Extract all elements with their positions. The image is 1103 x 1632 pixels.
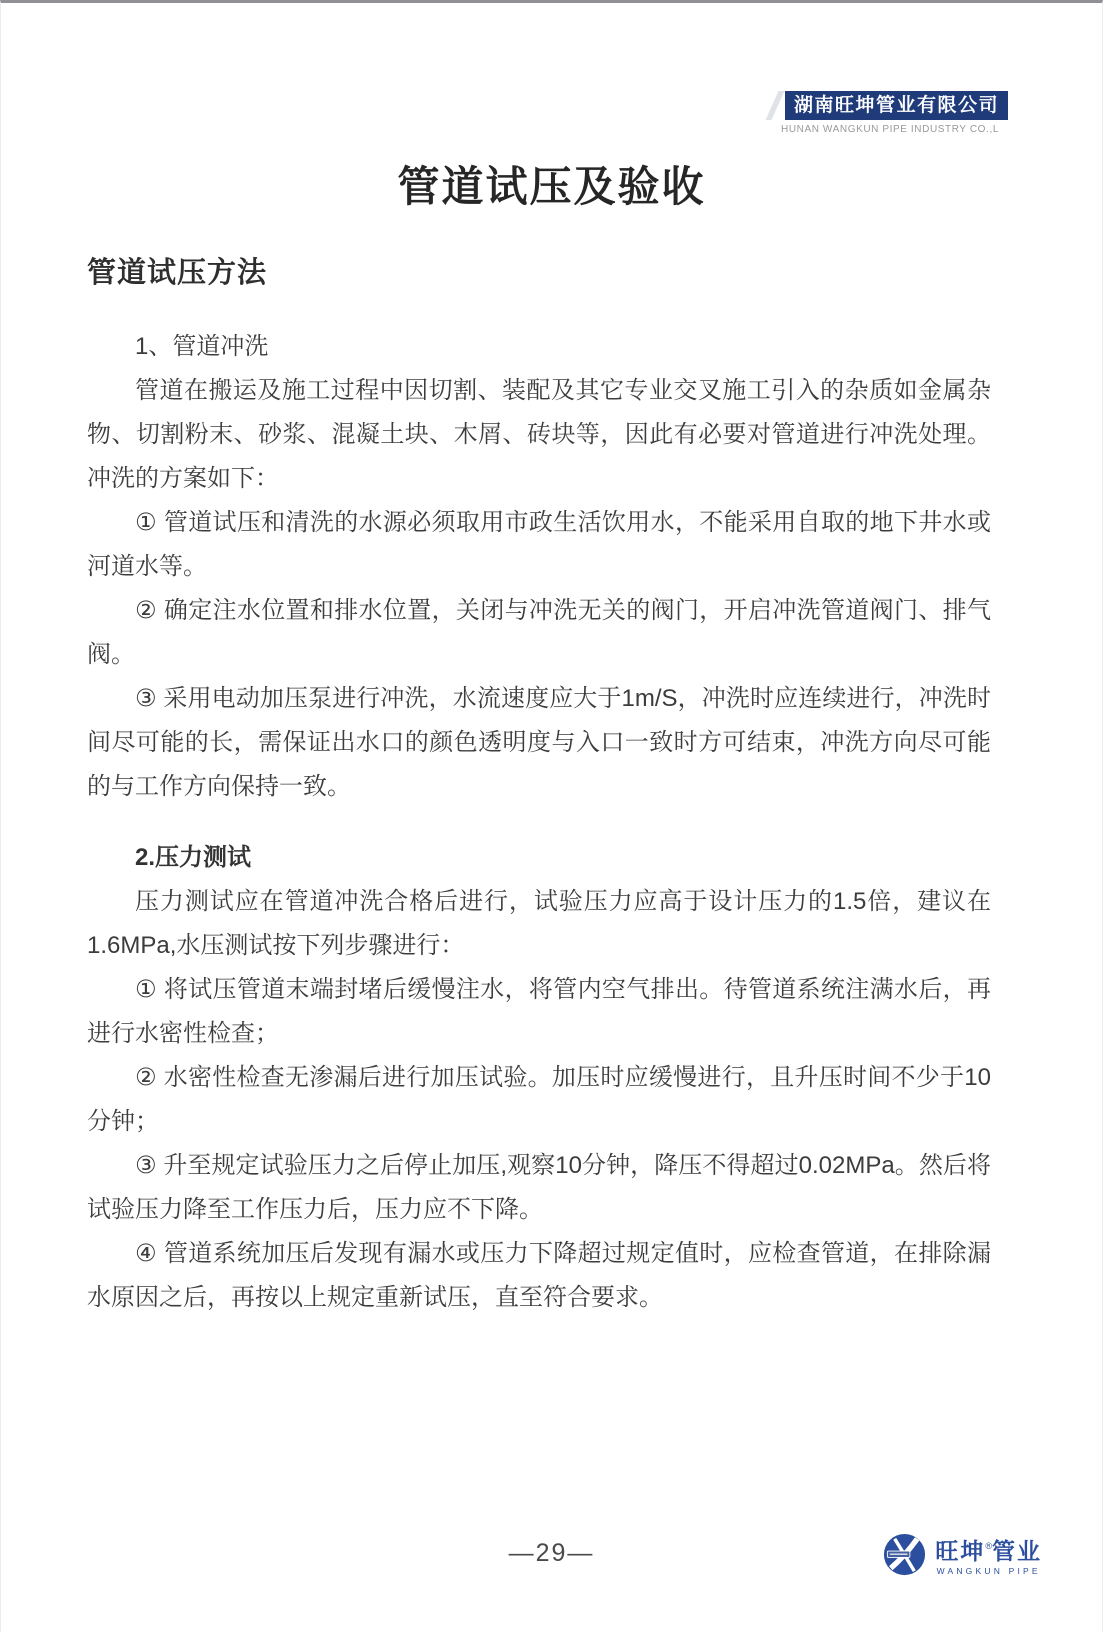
paragraph-flush-step-2: ② 确定注水位置和排水位置，关闭与冲洗无关的阀门，开启冲洗管道阀门、排气阀。 <box>87 597 991 668</box>
logo-name-zh <box>935 1534 1042 1564</box>
paragraph-flush-step-1: ① 管道试压和清洗的水源必须取用市政生活饮用水，不能采用自取的地下井水或河道水等。 <box>87 509 991 580</box>
logo-name-en: WANGKUN PIPE <box>936 1565 1041 1576</box>
paragraph-pressure-intro: 压力测试应在管道冲洗合格后进行，试验压力应高于设计压力的1.5倍，建议在1.6MPa,水压测试按下列步骤进行： <box>87 888 991 959</box>
registered-trademark-icon: ® <box>985 1540 992 1551</box>
company-badge <box>785 91 1008 120</box>
company-name-zh: 湖南旺坤管业有限公司 <box>793 95 999 116</box>
wangkun-logo <box>881 1531 1042 1578</box>
document-body <box>87 325 991 1320</box>
section-heading: 管道试压方法 <box>87 257 268 289</box>
paragraph-flush-intro: 管道在搬运及施工过程中因切割、装配及其它专业交叉施工引入的杂质如金属杂物、切割粉末、砂浆、混凝土块、木屑、砖块等，因此有必要对管道进行冲洗处理。冲洗的方案如下： <box>87 377 991 492</box>
wangkun-logo-emblem <box>881 1531 928 1578</box>
page-title: 管道试压及验收 <box>397 163 706 210</box>
company-name-en: HUNAN WANGKUN PIPE INDUSTRY CO.,L <box>781 124 999 135</box>
page-number: —29— <box>508 1539 595 1567</box>
wangkun-logo-text <box>935 1534 1042 1576</box>
logo-name-zh-right: 管业 <box>992 1537 1042 1564</box>
paragraph-pressure-step-1: ① 将试压管道末端封堵后缓慢注水，将管内空气排出。待管道系统注满水后，再进行水密性检查； <box>87 976 991 1047</box>
paragraph-pressure-step-3: ③ 升至规定试验压力之后停止加压,观察10分钟，降压不得超过0.02MPa。然后将试验压力降至工作压力后，压力应不下降。 <box>87 1152 991 1223</box>
paragraph-pressure-step-4: ④ 管道系统加压后发现有漏水或压力下降超过规定值时，应检查管道，在排除漏水原因之后，再按以上规定重新试压，直至符合要求。 <box>87 1240 991 1311</box>
badge-slash-decoration <box>766 91 785 120</box>
paragraph-pressure-step-2: ② 水密性检查无渗漏后进行加压试验。加压时应缓慢进行，且升压时间不少于10分钟； <box>87 1064 991 1135</box>
paragraph-flush-step-3: ③ 采用电动加压泵进行冲洗，水流速度应大于1m/S，冲洗时应连续进行，冲洗时间尽可能的长，需保证出水口的颜色透明度与入口一致时方可结束，冲洗方向尽可能的与工作方向保持一致。 <box>87 685 991 800</box>
logo-name-zh-left: 旺坤 <box>935 1537 986 1564</box>
subsection-1-heading: 1、管道冲洗 <box>135 333 269 360</box>
company-badge-row <box>772 91 1008 120</box>
subsection-2-heading: 2.压力测试 <box>135 844 252 871</box>
company-header <box>772 91 1008 135</box>
